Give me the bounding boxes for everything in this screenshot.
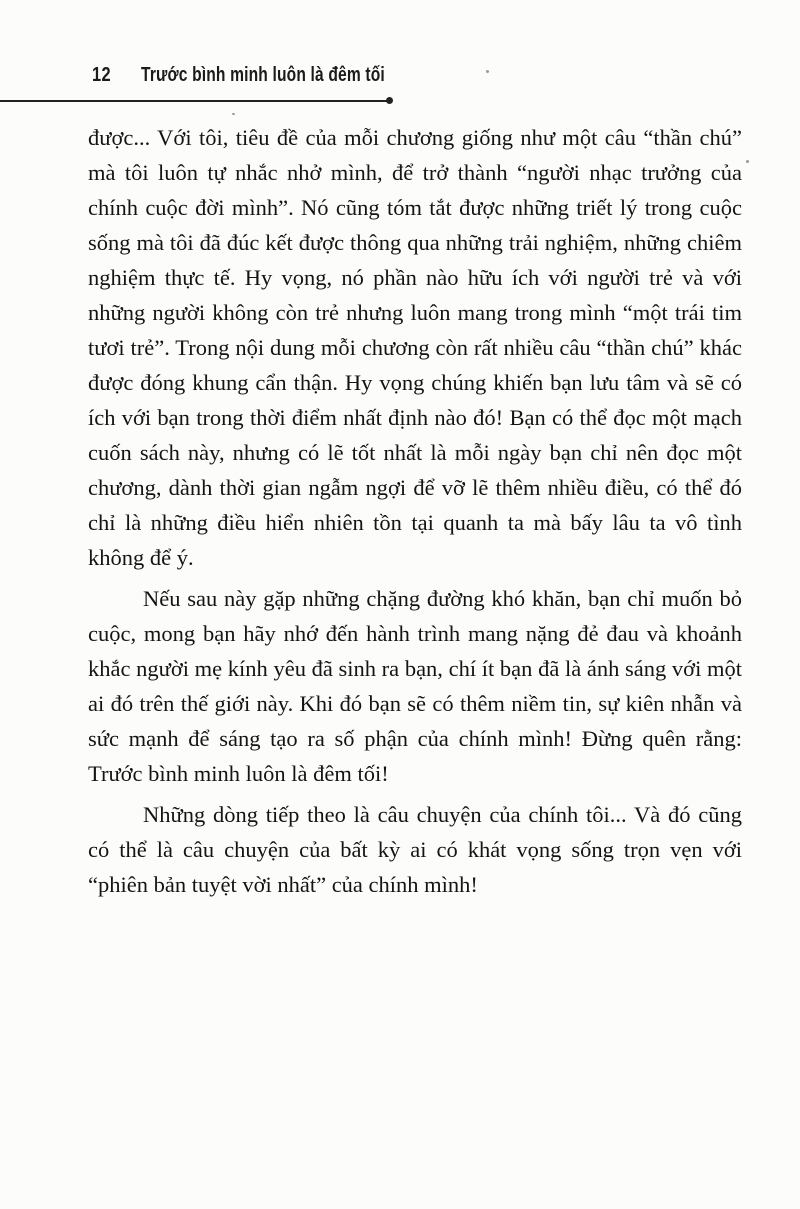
paragraph: Những dòng tiếp theo là câu chuyện của chính tôi... Và đó cũng có thể là câu chuyện của bất kỳ ai có khát vọng sống trọn vẹn với “phiên bản tuyệt vời nhất” của chính mình! [88, 802, 742, 897]
header-rule-end-dot [386, 97, 393, 104]
paragraph: Nếu sau này gặp những chặng đường khó khăn, bạn chỉ muốn bỏ cuộc, mong bạn hãy nhớ đến hành trình mang nặng đẻ đau và khoảnh khắc người mẹ kính yêu đã sinh ra bạn, chí ít bạn đã là ánh sáng với một ai đó trên thế giới này. Khi đó bạn sẽ có thêm niềm tin, sự kiên nhẫn và sức mạnh để sáng tạo ra số phận của chính mình! Đừng quên rằng: Trước bình minh luôn là đêm tối! [88, 586, 742, 786]
header-rule [0, 100, 389, 102]
running-header [92, 64, 454, 87]
chapter-title: Trước bình minh luôn là đêm tối [141, 64, 386, 86]
paragraph: được... Với tôi, tiêu đề của mỗi chương giống như một câu “thần chú” mà tôi luôn tự nhắc nhở mình, để trở thành “người nhạc trưởng của chính cuộc đời mình”. Nó cũng tóm tắt được những triết lý trong cuộc sống mà tôi đã đúc kết được thông qua những trải nghiệm, những chiêm nghiệm thực tế. Hy vọng, nó phần nào hữu ích với người trẻ và với những người không còn trẻ nhưng luôn mang trong mình “một trái tim tươi trẻ”. Trong nội dung mỗi chương còn rất nhiều câu “thần chú” khác được đóng khung cẩn thận. Hy vọng chúng khiến bạn lưu tâm và sẽ có ích với bạn trong thời điểm nhất định nào đó! Bạn có thể đọc một mạch cuốn sách này, nhưng có lẽ tốt nhất là mỗi ngày bạn chỉ nên đọc một chương, dành thời gian ngẫm ngợi để vỡ lẽ thêm nhiều điều, có thể đó chỉ là những điều hiển nhiên tồn tại quanh ta mà bấy lâu ta vô tình không để ý. [88, 125, 742, 570]
body-text [88, 120, 742, 902]
scan-speck [232, 113, 235, 115]
scan-speck [746, 160, 749, 163]
scan-speck [486, 70, 489, 73]
page-number: 12 [92, 64, 112, 86]
